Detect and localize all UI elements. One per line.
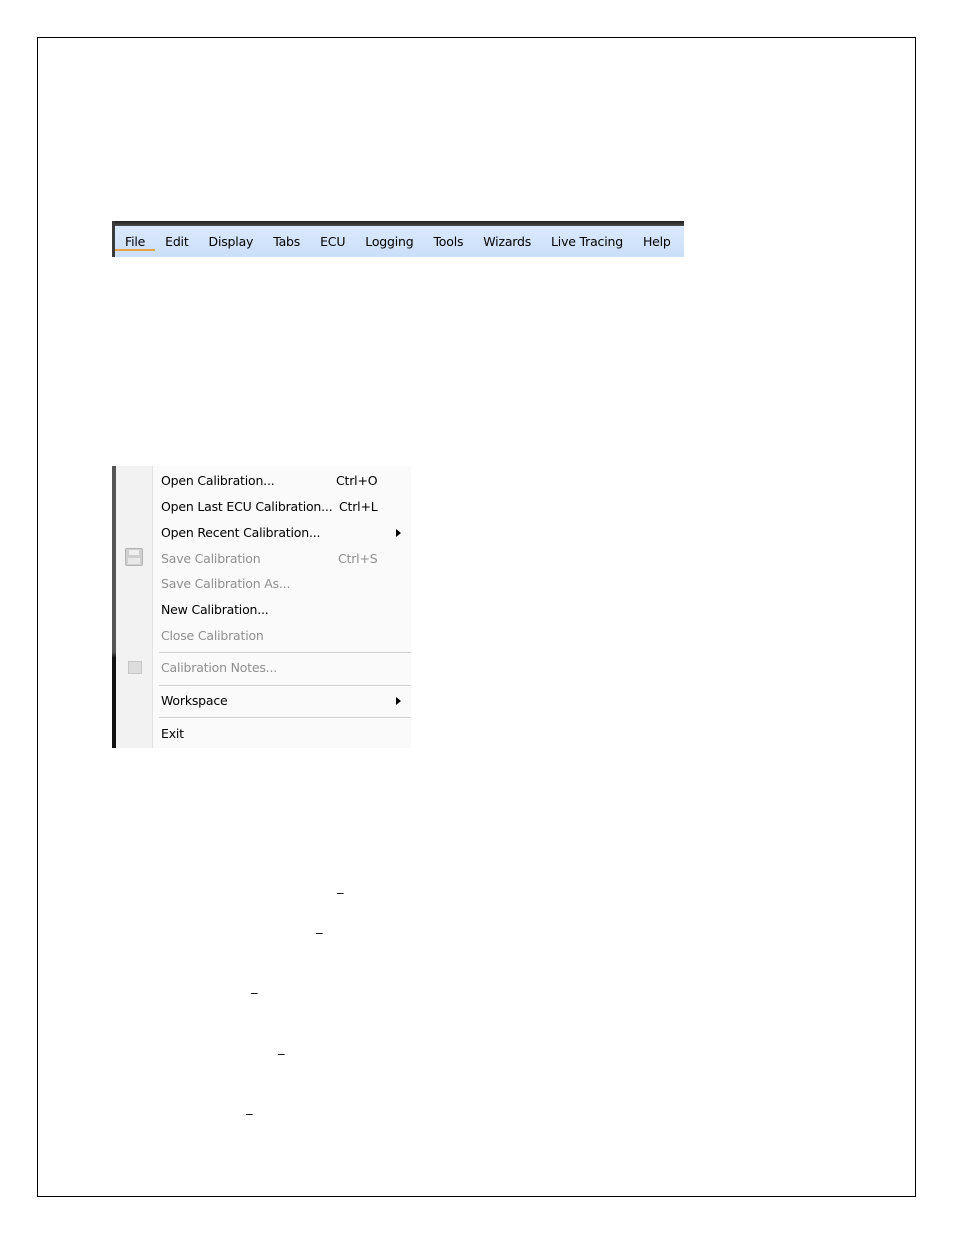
submenu-arrow-icon [396, 697, 401, 705]
menu-item-label: Close Calibration [161, 628, 264, 643]
menu-item-shortcut: Ctrl+O [336, 473, 378, 488]
menu-ecu[interactable]: ECU [320, 234, 346, 249]
menu-item-label: Workspace [161, 693, 228, 708]
menu-item-save-calibration-as[interactable] [161, 574, 411, 594]
menu-item-label: New Calibration... [161, 602, 269, 617]
menu-item-workspace[interactable] [161, 691, 411, 711]
menu-file[interactable]: File [115, 234, 155, 251]
menu-live-tracing[interactable]: Live Tracing [551, 234, 623, 249]
menu-wizards[interactable]: Wizards [483, 234, 532, 249]
menu-item-open-recent-calibration[interactable] [161, 523, 411, 543]
menu-item-shortcut: Ctrl+S [338, 551, 378, 566]
accelerator-underline: _ [337, 880, 344, 895]
menu-item-label: Calibration Notes... [161, 660, 278, 675]
menu-item-label: Open Recent Calibration... [161, 525, 321, 540]
notes-icon [128, 661, 142, 674]
menu-item-label: Open Last ECU Calibration... [161, 499, 333, 514]
menu-icon-gutter [116, 466, 153, 748]
menu-item-label: Save Calibration [161, 551, 261, 566]
submenu-arrow-icon [396, 529, 401, 537]
menu-item-exit[interactable] [161, 724, 411, 744]
save-icon [125, 548, 143, 566]
menu-separator [159, 717, 411, 719]
menu-help[interactable]: Help [642, 234, 671, 249]
menu-display[interactable]: Display [208, 234, 254, 249]
menu-tools[interactable]: Tools [433, 234, 464, 249]
menu-separator [159, 685, 411, 687]
menu-item-open-calibration[interactable] [161, 471, 411, 491]
menu-item-shortcut: Ctrl+L [339, 499, 378, 514]
accelerator-underline: _ [278, 1041, 285, 1056]
menu-item-close-calibration[interactable] [161, 626, 411, 646]
menu-item-save-calibration[interactable] [161, 549, 411, 569]
file-menu-screenshot [112, 466, 411, 748]
menu-tabs[interactable]: Tabs [273, 234, 301, 249]
menu-edit[interactable]: Edit [165, 234, 189, 249]
accelerator-underline: _ [316, 920, 323, 935]
menu-item-new-calibration[interactable] [161, 600, 411, 620]
accelerator-underline: _ [246, 1101, 253, 1116]
menu-item-calibration-notes[interactable] [161, 658, 411, 678]
menu-separator [159, 652, 411, 654]
menu-item-label: Save Calibration As... [161, 576, 291, 591]
menubar [115, 226, 684, 257]
menu-logging[interactable]: Logging [365, 234, 414, 249]
accelerator-underline: _ [251, 980, 258, 995]
menu-item-open-last-ecu-calibration[interactable] [161, 497, 411, 517]
menu-item-label: Exit [161, 726, 184, 741]
menu-item-label: Open Calibration... [161, 473, 275, 488]
menubar-screenshot [112, 221, 684, 257]
